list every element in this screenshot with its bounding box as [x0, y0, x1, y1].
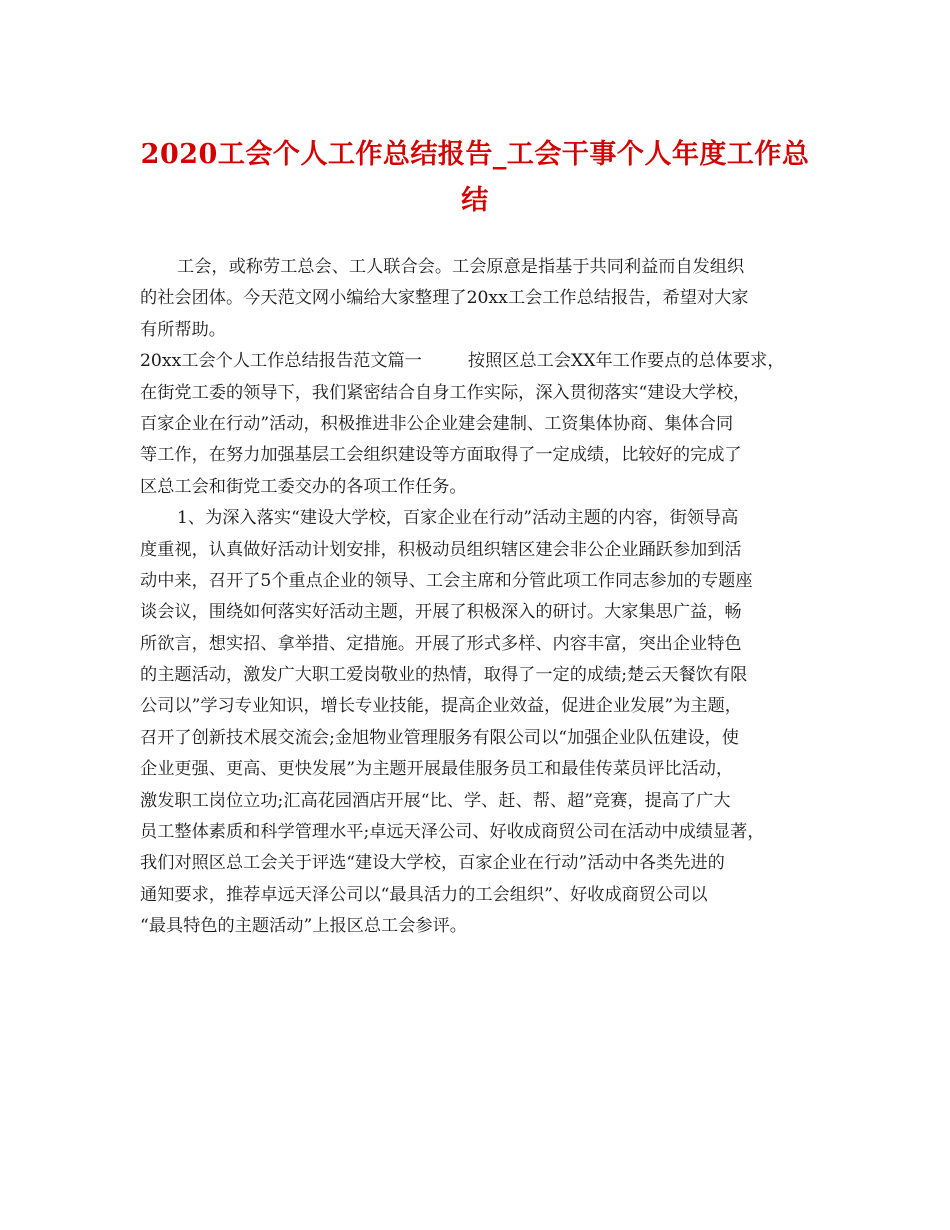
paragraph-line: 有所帮助。: [140, 319, 226, 340]
paragraph-line: 企业更强、更高、更快发展”为主题开展最佳服务员工和最佳传菜员评比活动，: [140, 759, 734, 780]
paragraph-line: 百家企业在行动”活动，积极推进非公企业建会建制、工资集体协商、集体合同: [140, 413, 734, 434]
paragraph-line: 激发职工岗位立功;汇高花园酒店开展“比、学、赶、帮、超”竞赛，提高了广大: [140, 790, 731, 811]
title-line-1: 2020工会个人工作总结报告_工会干事个人年度工作总: [140, 139, 810, 170]
document-body: [140, 252, 816, 943]
paragraph-line: 1、为深入落实“建设大学校，百家企业在行动”活动主题的内容，街领导高: [177, 508, 739, 529]
paragraph-line: 区总工会和街党工委交办的各项工作任务。: [140, 476, 467, 497]
title-line-2: 结: [461, 185, 489, 216]
paragraph-line: 所欲言，想实招、拿举措、定措施。开展了形式多样、内容丰富，突出企业特色: [140, 633, 742, 654]
paragraph-line: 等工作，在努力加强基层工会组织建设等方面取得了一定成绩，比较好的完成了: [140, 445, 742, 466]
document-title: [120, 132, 830, 224]
paragraph-line: 度重视，认真做好活动计划安排，积极动员组织辖区建会非公企业踊跃参加到活: [140, 539, 742, 560]
paragraph-line: 通知要求，推荐卓远天泽公司以“最具活力的工会组织”、好收成商贸公司以: [140, 884, 708, 905]
section-heading: 20xx工会个人工作总结报告范文篇一: [140, 351, 422, 372]
paragraph-line: 谈会议，围绕如何落实好活动主题，开展了积极深入的研讨。大家集思广益，畅: [140, 602, 742, 623]
paragraph-line: 的社会团体。今天范文网小编给大家整理了20xx工会工作总结报告，希望对大家: [140, 288, 749, 309]
paragraph-line: 公司以”学习专业知识，增长专业技能，提高企业效益，促进企业发展”为主题，: [140, 696, 742, 717]
paragraph-line: 我们对照区总工会关于评选“建设大学校，百家企业在行动”活动中各类先进的: [140, 853, 725, 874]
paragraph-line: 工会，或称劳工总会、工人联合会。工会原意是指基于共同利益而自发组织: [177, 257, 745, 277]
paragraph-line: 在街党工委的领导下，我们紧密结合自身工作实际，深入贯彻落实“建设大学校，: [140, 382, 751, 403]
paragraph-line: 员工整体素质和科学管理水平;卓远天泽公司、好收成商贸公司在活动中成绩显著，: [140, 822, 765, 843]
paragraph-line: 召开了创新技术展交流会;金旭物业管理服务有限公司以“加强企业队伍建设，使: [140, 727, 739, 748]
paragraph-line: 的主题活动，激发广大职工爱岗敬业的热情，取得了一定的成绩;楚云天餐饮有限: [140, 665, 748, 686]
paragraph-line: 动中来，召开了5个重点企业的领导、工会主席和分管此项工作同志参加的专题座: [140, 570, 753, 591]
paragraph-line: “最具特色的主题活动”上报区总工会参评。: [140, 916, 467, 937]
paragraph-text: 按照区总工会XX年工作要点的总体要求，: [467, 351, 785, 372]
section-heading-line: [140, 346, 816, 377]
